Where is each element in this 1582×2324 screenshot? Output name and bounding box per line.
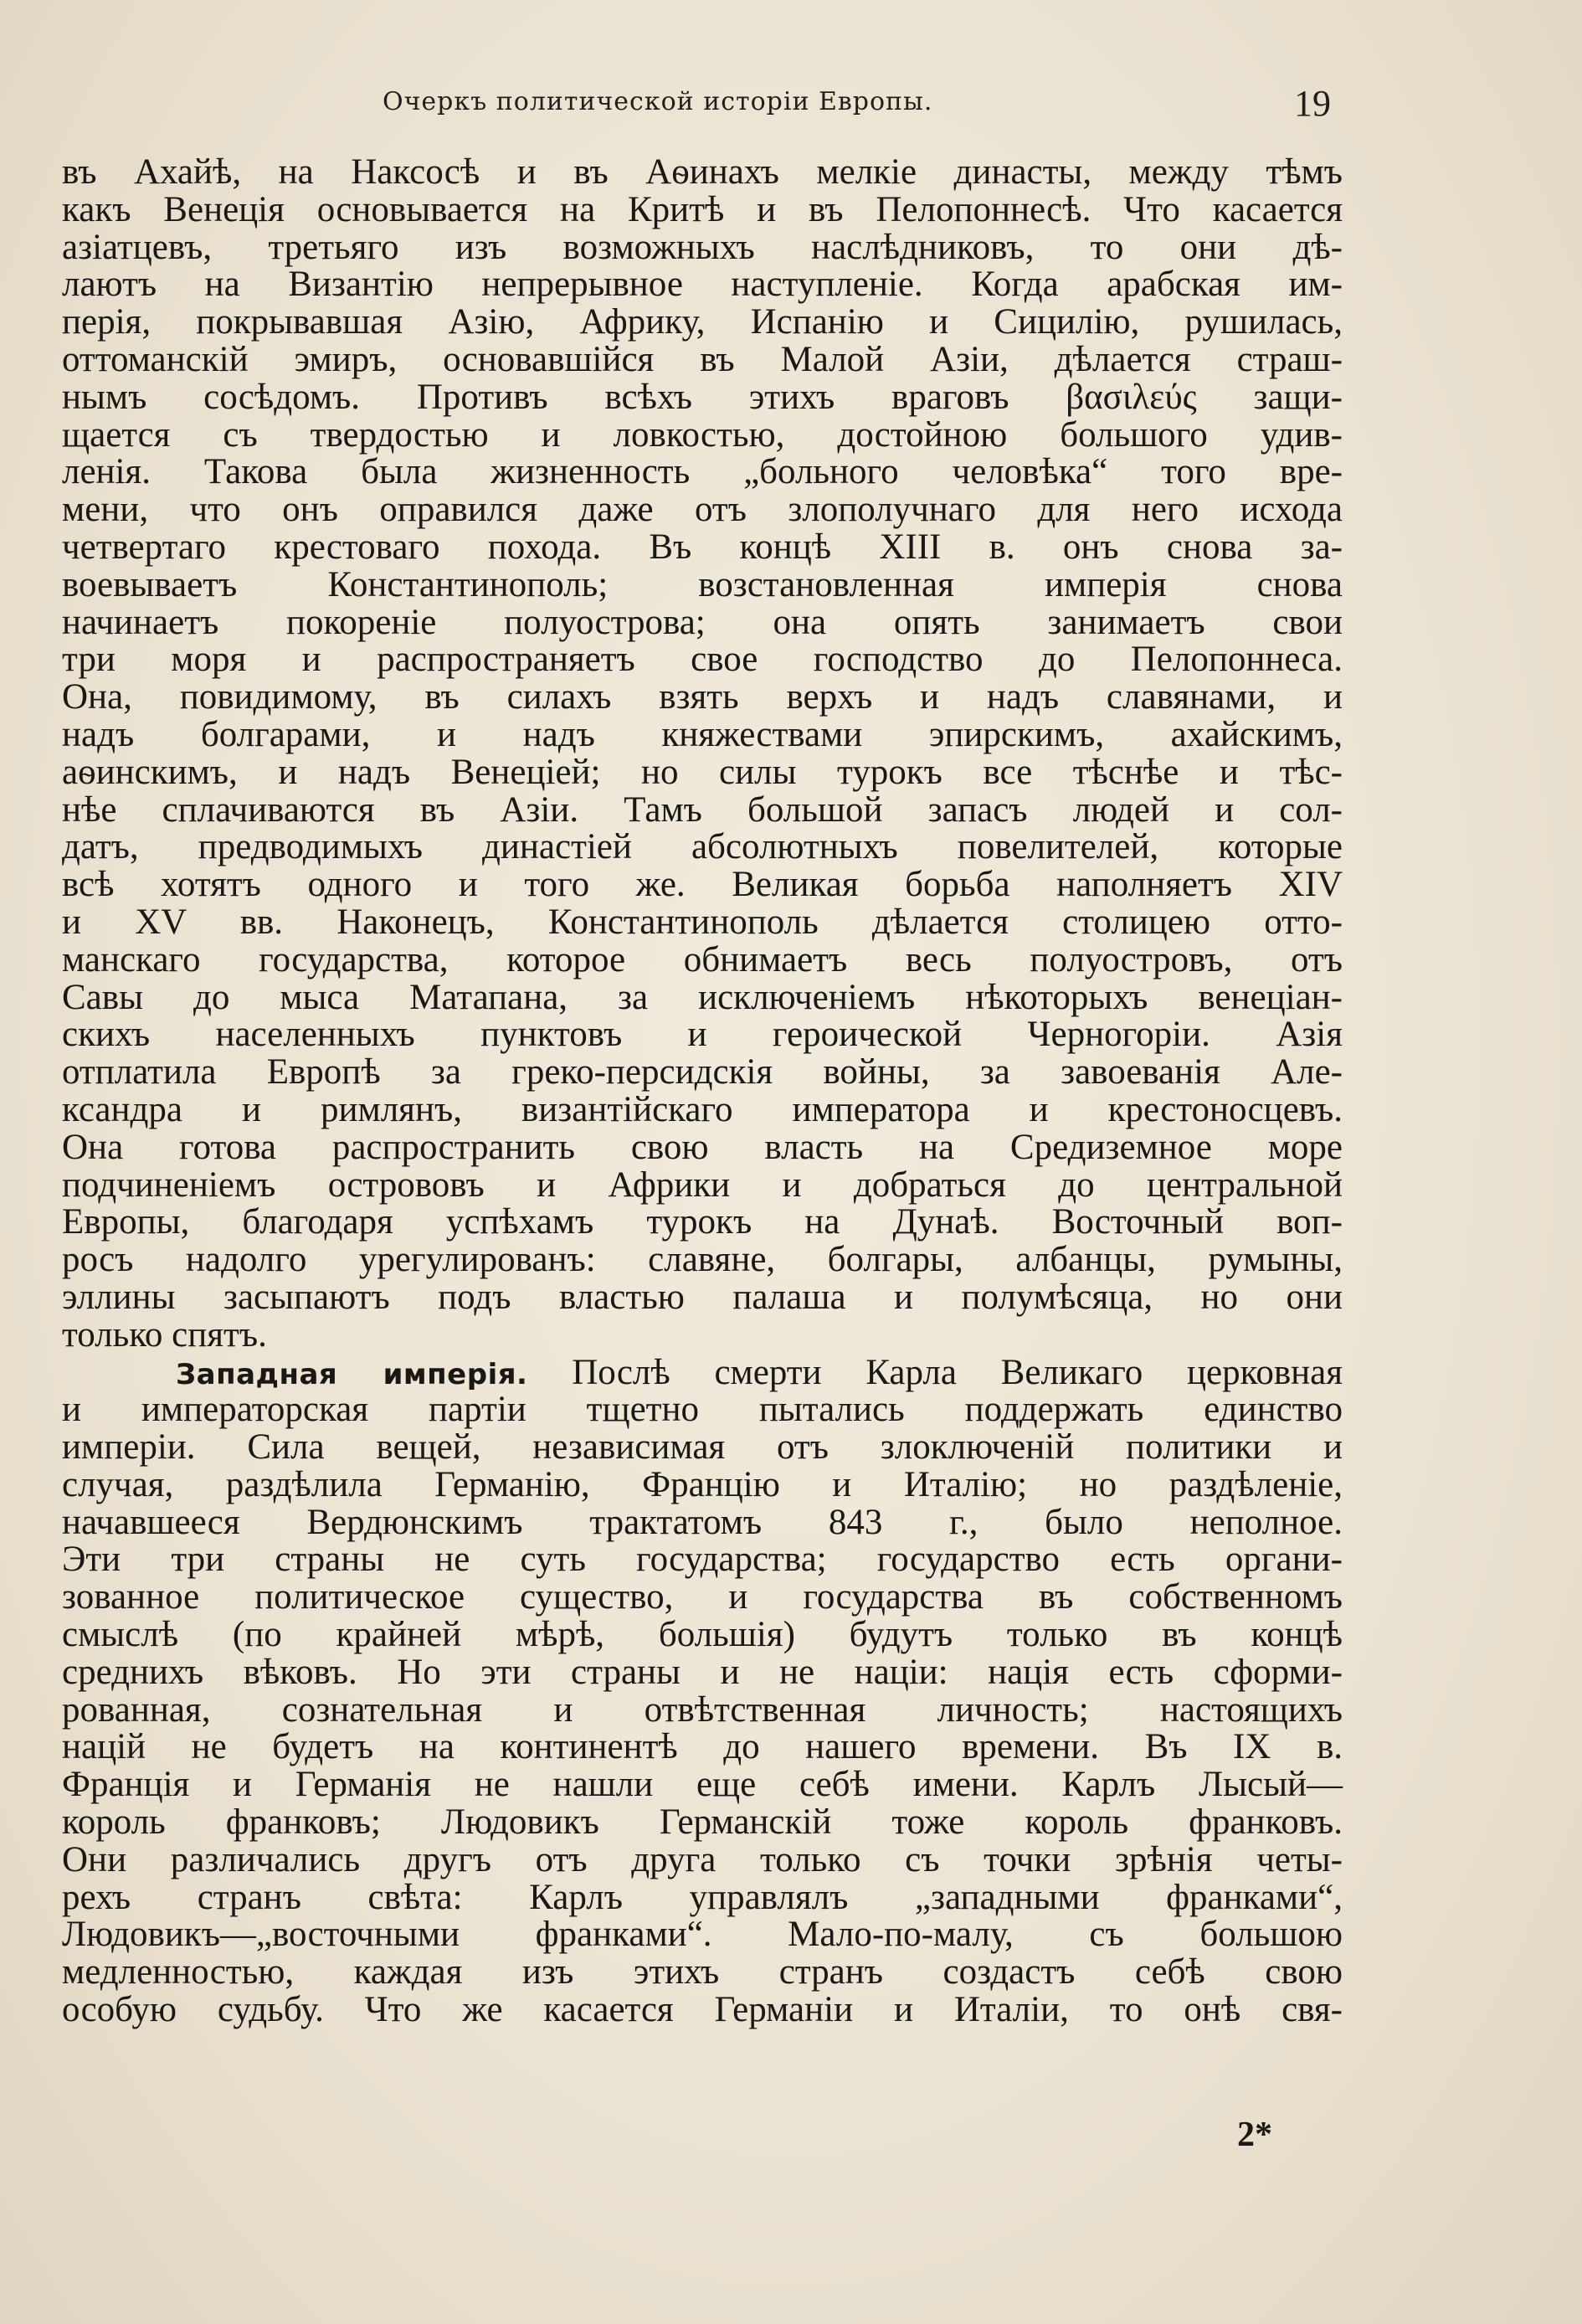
text-line: щается съ твердостью и ловкостью, достойною большого удив- [62, 414, 1343, 455]
text-line: націй не будетъ на континентѣ до нашего времени. Въ IX в. [62, 1727, 1343, 1767]
text-line: манскаго государства, которое обнимаетъ весь полуостровъ, отъ [62, 939, 1343, 979]
text-line-with-heading [62, 1352, 1343, 1392]
text-line: перія, покрывавшая Азію, Африку, Испанію и Сицилію, рушилась, [62, 302, 1343, 342]
text-line: Савы до мыса Матапана, за исключеніемъ нѣкоторыхъ венеціан- [62, 977, 1343, 1017]
text-line: Они различались другъ отъ друга только съ точки зрѣнія четы- [62, 1839, 1343, 1879]
text-line: Эти три страны не суть государства; государство есть органи- [62, 1540, 1343, 1580]
text-line: особую судьбу. Что же касается Германіи и Италіи, то онѣ свя- [62, 1990, 1343, 2030]
running-title: Очеркъ политической исторіи Европы. [383, 87, 933, 116]
text-line: нымъ сосѣдомъ. Противъ всѣхъ этихъ враговъ βασιλεύς защи- [62, 377, 1343, 417]
text-line: нѣе сплачиваются въ Азіи. Тамъ большой запасъ людей и сол- [62, 789, 1343, 830]
text-line: оттоманскій эмиръ, основавшійся въ Малой Азіи, дѣлается страш- [62, 339, 1343, 379]
text-line: рованная, сознательная и отвѣтственная личность; настоящихъ [62, 1689, 1343, 1730]
text-line: начинаетъ покореніе полуострова; она опять занимаетъ свои [62, 602, 1343, 642]
text-line: въ Ахайѣ, на Наксосѣ и въ Аѳинахъ мелкіе династы, между тѣмъ [62, 152, 1343, 192]
text-line: Европы, благодаря успѣхамъ турокъ на Дунаѣ. Восточный воп- [62, 1202, 1343, 1242]
text-line: аѳинскимъ, и надъ Венеціей; но силы турокъ все тѣснѣе и тѣс- [62, 752, 1343, 792]
body-text [62, 154, 1343, 2029]
text-line: эллины засыпаютъ подъ властью палаша и полумѣсяца, но они [62, 1277, 1343, 1317]
text-line: ленія. Такова была жизненность „больного человѣка“ того вре- [62, 452, 1343, 492]
signature-mark: 2* [1237, 2116, 1272, 2154]
text-line: зованное политическое существо, и государства въ собственномъ [62, 1577, 1343, 1617]
text-line: какъ Венеція основывается на Критѣ и въ Пелопоннесѣ. Что касается [62, 189, 1343, 229]
text-line: скихъ населенныхъ пунктовъ и героической Черногоріи. Азія [62, 1015, 1343, 1055]
text-line: Она, повидимому, въ силахъ взять верхъ и надъ славянами, и [62, 677, 1343, 717]
text-line: ксандра и римлянъ, византійскаго императора и крестоносцевъ. [62, 1089, 1343, 1129]
text-line: Людовикъ—„восточными франками“. Мало-по-малу, съ большою [62, 1915, 1343, 1955]
text-line: воевываетъ Константинополь; возстановленная имперія снова [62, 564, 1343, 604]
text-line: росъ надолго урегулированъ: славяне, болгары, албанцы, румыны, [62, 1240, 1343, 1280]
text-line: среднихъ вѣковъ. Но эти страны и не націи: нація есть сформи- [62, 1652, 1343, 1692]
section-title: Западная имперія. [176, 1357, 528, 1391]
text-line: подчиненіемъ острововъ и Африки и добраться до центральной [62, 1165, 1343, 1205]
running-head [0, 83, 1582, 129]
paragraph-western-empire [62, 1352, 1343, 2030]
text-line: и XV вв. Наконецъ, Константинополь дѣлается столицею отто- [62, 902, 1343, 942]
text-line: случая, раздѣлила Германію, Францію и Италію; но раздѣленіе, [62, 1464, 1343, 1504]
text-line: всѣ хотятъ одного и того же. Великая борьба наполняетъ XIV [62, 865, 1343, 905]
text-line: лаютъ на Византію непрерывное наступленіе. Когда арабская им- [62, 265, 1343, 305]
page-number: 19 [1294, 83, 1331, 124]
text-line: рехъ странъ свѣта: Карлъ управлялъ „западными франками“, [62, 1877, 1343, 1917]
text-line: надъ болгарами, и надъ княжествами эпирскимъ, ахайскимъ, [62, 714, 1343, 754]
text-line: только спятъ. [62, 1314, 267, 1355]
text-line: отплатила Европѣ за греко-персидскія войны, за завоеванія Але- [62, 1052, 1343, 1093]
text-line: Франція и Германія не нашли еще себѣ имени. Карлъ Лысый— [62, 1765, 1343, 1805]
text-line: азіатцевъ, третьяго изъ возможныхъ наслѣдниковъ, то они дѣ- [62, 227, 1343, 267]
text-line: медленностью, каждая изъ этихъ странъ создастъ себѣ свою [62, 1952, 1343, 1992]
text-line: датъ, предводимыхъ династіей абсолютныхъ повелителей, которые [62, 827, 1343, 867]
text-line: имперіи. Сила вещей, независимая отъ злоключеній политики и [62, 1427, 1343, 1468]
text-line: Она готова распространить свою власть на Средиземное море [62, 1127, 1343, 1167]
text-line: король франковъ; Людовикъ Германскій тоже король франковъ. [62, 1802, 1343, 1843]
heading-line-rest: Послѣ смерти Карла Великаго церковная [527, 1352, 1343, 1392]
text-line: смыслѣ (по крайней мѣрѣ, большія) будутъ только въ концѣ [62, 1615, 1343, 1655]
text-line: четвертаго крестоваго похода. Въ концѣ XIII в. онъ снова за- [62, 527, 1343, 567]
text-line: три моря и распространяетъ свое господство до Пелопоннеса. [62, 640, 1343, 680]
text-line: начавшееся Вердюнскимъ трактатомъ 843 г., было неполное. [62, 1502, 1343, 1542]
text-line: мени, что онъ оправился даже отъ злополучнаго для него исхода [62, 490, 1343, 530]
text-line: и императорская партіи тщетно пытались поддержать единство [62, 1390, 1343, 1430]
paragraph-eastern-empire [62, 154, 1343, 1355]
